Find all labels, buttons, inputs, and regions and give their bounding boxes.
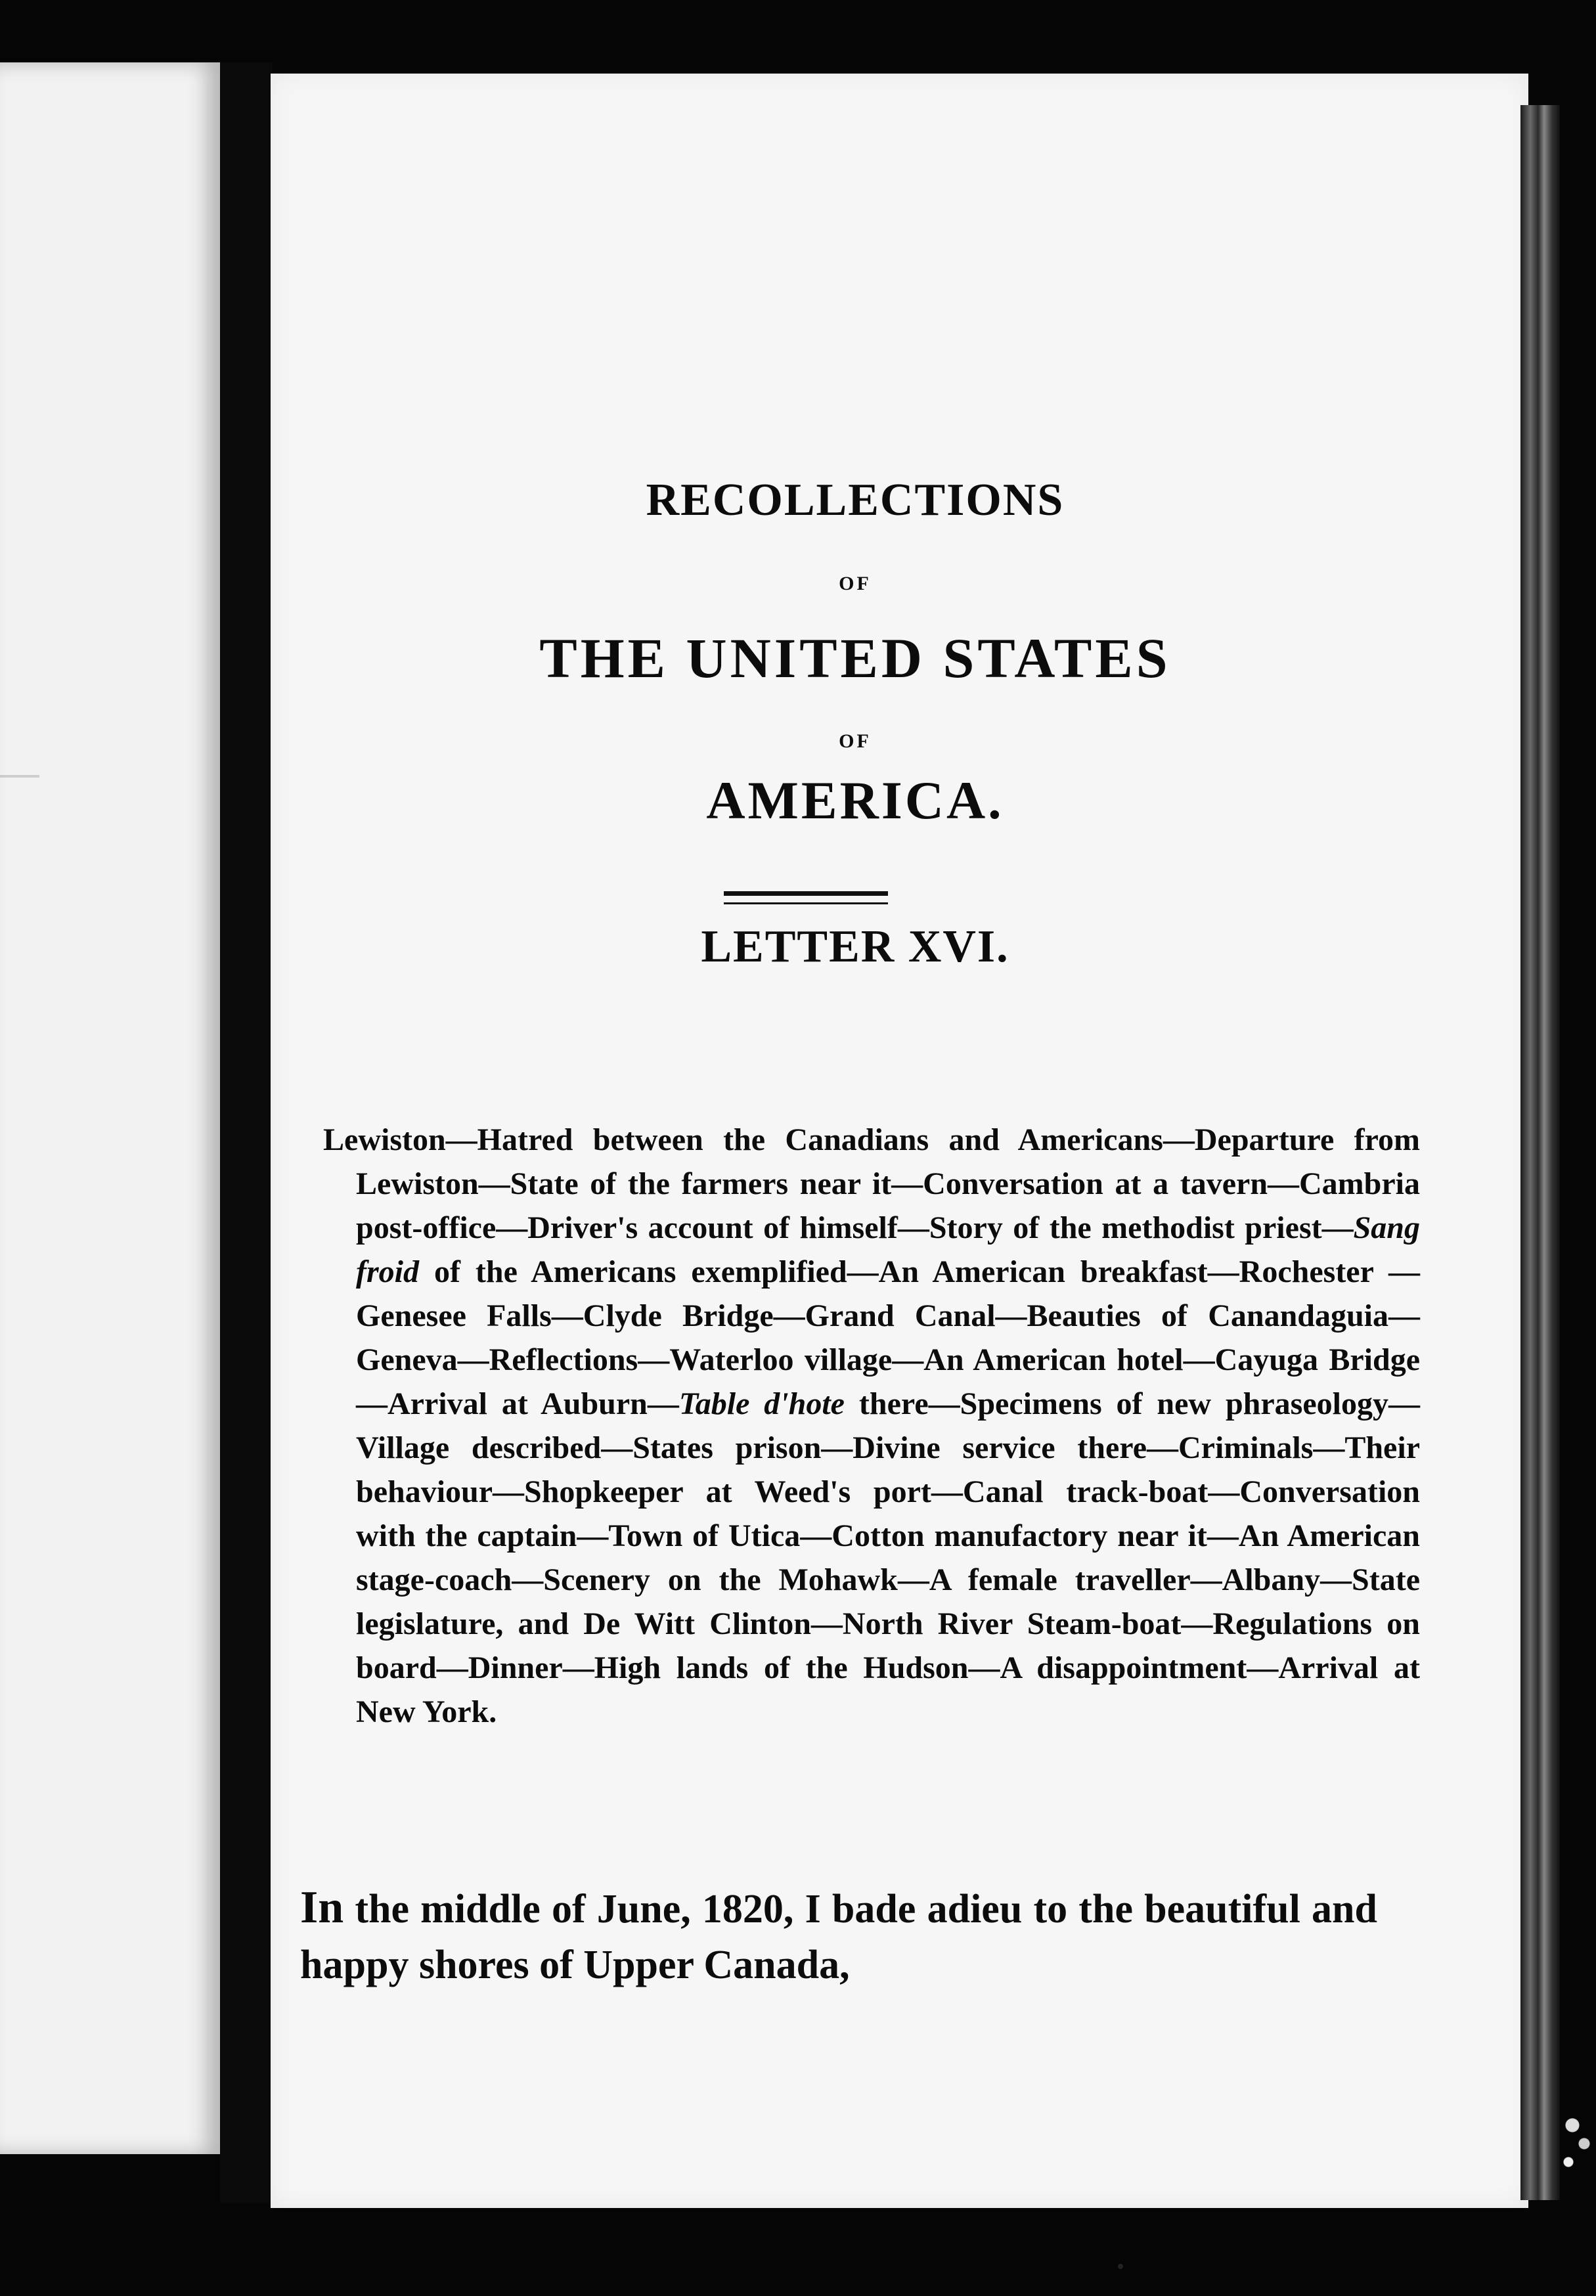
chapter-synopsis — [323, 1118, 1420, 1734]
title-of-2: OF — [839, 730, 872, 752]
book-gutter — [220, 62, 273, 2203]
title-recollections: RECOLLECTIONS — [646, 475, 1065, 525]
synopsis-part-3: there—Specimens of new phraseology—Village described—States prison—Divine service there—Criminals—Their behaviour—Shopkeeper at Weed's port—Canal track-boat—Conversation with the captain—Town of Utica—Cotton manufactory near it—An American stage-coach—Scenery on the Mohawk—A female traveller—Albany—State legislature, and De Witt Clinton—North River Steam-boat—Regulations on board—Dinner—High lands of the Hudson—A disappointment—Arrival at New York. — [356, 1386, 1420, 1729]
synopsis-italic-1: Sang froid — [356, 1210, 1420, 1289]
synopsis-part-2: of the Americans exemplified—An American breakfast—Rochester —Genesee Falls—Clyde Bridge—Grand Canal—Beauties of Canandaguia—Geneva—Reflections—Waterloo village—An American hotel—Cayuga Bridge—Arrival at Auburn— — [356, 1254, 1420, 1421]
body-paragraph — [300, 1880, 1377, 1993]
body-lead-word: In — [300, 1882, 344, 1933]
facing-page-left — [0, 62, 220, 2154]
title-america: AMERICA. — [706, 770, 1004, 830]
book-page — [271, 74, 1528, 2208]
synopsis-italic-2: Table d'hote — [678, 1386, 845, 1421]
page-speck — [1118, 2264, 1123, 2269]
page-mark — [0, 775, 39, 778]
title-rule-thick — [724, 891, 888, 896]
page-edge-stack — [1520, 105, 1560, 2200]
scan-artifact — [1557, 2088, 1596, 2180]
body-text: the middle of June, 1820, I bade adieu to the beautiful and happy shores of Upper Canada, — [300, 1887, 1377, 1987]
synopsis-part-1: Lewiston—Hatred between the Canadians and Americans—Departure from Lewiston—State of the farmers near it—Conversation at a tavern—Cambria post-office—Driver's account of himself—Story of the methodist priest— — [323, 1122, 1420, 1245]
title-rule-thin — [724, 902, 888, 904]
title-united-states: THE UNITED STATES — [539, 627, 1171, 690]
title-of-1: OF — [839, 573, 872, 594]
letter-heading: LETTER XVI. — [701, 921, 1009, 972]
